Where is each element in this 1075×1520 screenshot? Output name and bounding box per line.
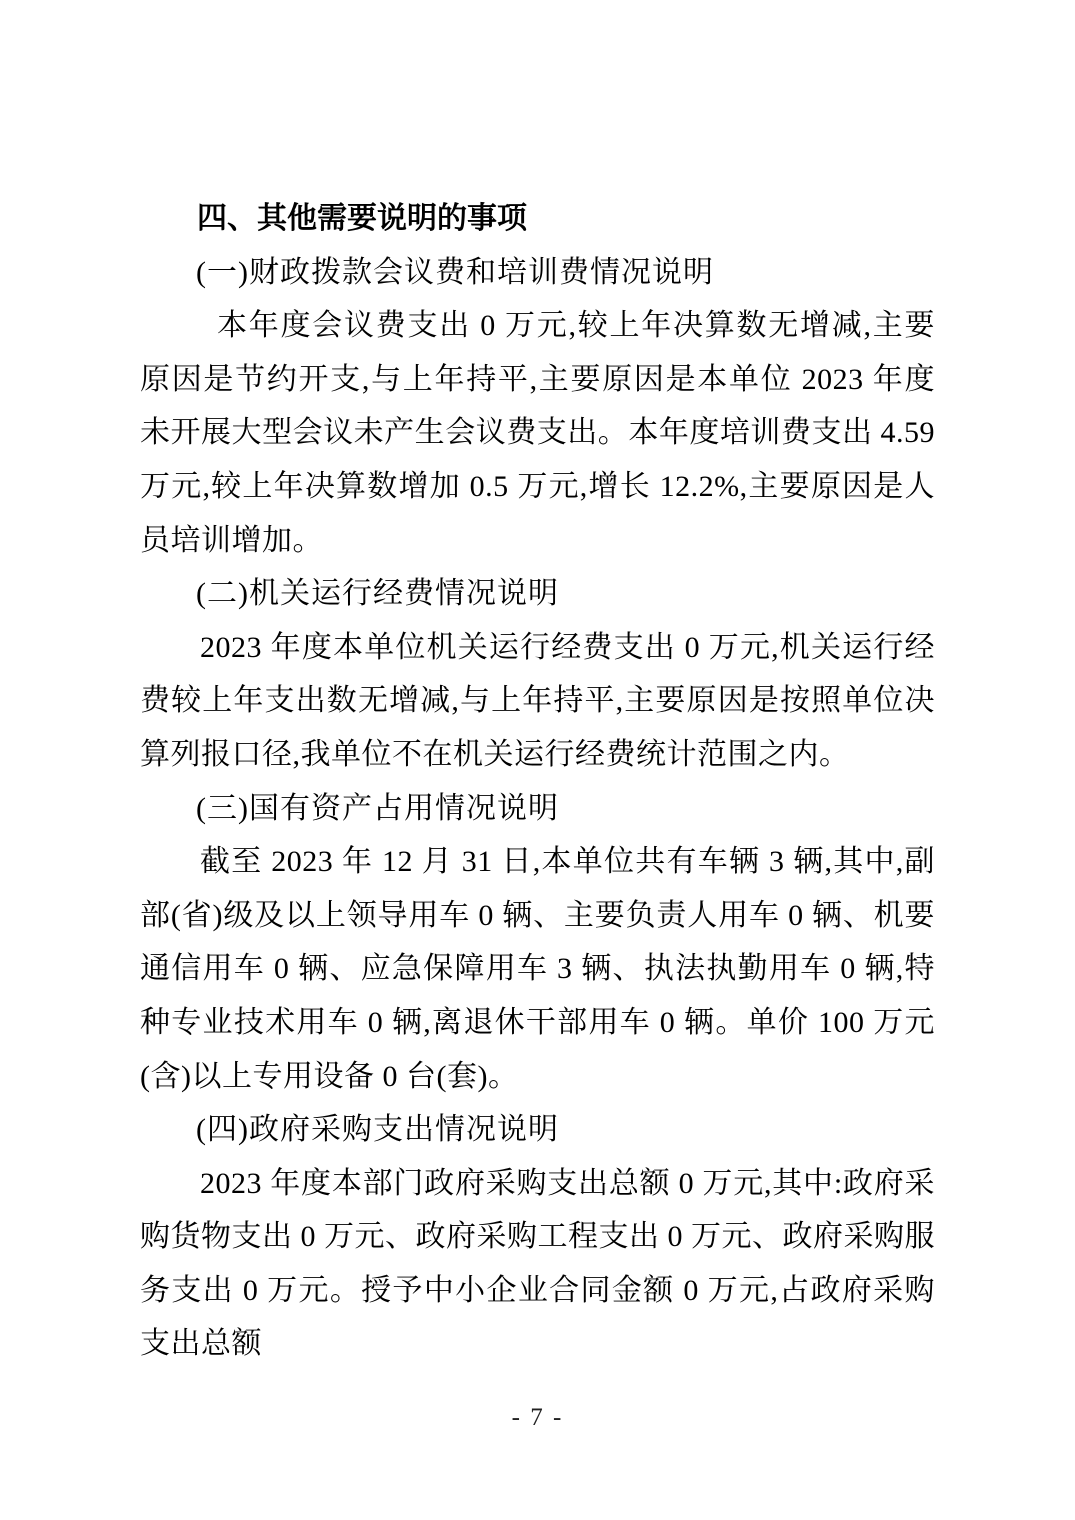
page-number: - 7 - xyxy=(511,1404,564,1431)
subsection-title-4: (四)政府采购支出情况说明 xyxy=(196,1113,559,1147)
paragraph-operating-expenses: 2023 年度本单位机关运行经费支出 0 万元,机关运行经费较上年支出数无增减,与上年持平,主要原因是按照单位决算列报口径,我单位不在机关运行经费统计范围之内。 xyxy=(140,630,935,771)
subsection-title-2: (二)机关运行经费情况说明 xyxy=(196,577,559,611)
subsection-title-3: (三)国有资产占用情况说明 xyxy=(196,791,559,825)
document-content xyxy=(140,192,935,1371)
paragraph-state-assets: 截至 2023 年 12 月 31 日,本单位共有车辆 3 辆,其中,副部(省)级及以上领导用车 0 辆、主要负责人用车 0 辆、机要通信用车 0 辆、应急保障用车 3 辆、执法执勤用车 0 辆,特种专业技术用车 0 辆,离退休干部用车 0 辆。单价 100 万元(含)以上专用设备 0 台(套)。 xyxy=(140,845,935,1093)
subsection-title-1: (一)财政拨款会议费和培训费情况说明 xyxy=(196,255,714,289)
paragraph-government-procurement: 2023 年度本部门政府采购支出总额 0 万元,其中:政府采购货物支出 0 万元、政府采购工程支出 0 万元、政府采购服务支出 0 万元。授予中小企业合同金额 0 万元,占政府采购支出总额 xyxy=(140,1166,935,1361)
main-heading: 四、其他需要说明的事项 xyxy=(197,202,527,235)
paragraph-meeting-training-fees: 本年度会议费支出 0 万元,较上年决算数无增减,主要原因是节约开支,与上年持平,主要原因是本单位 2023 年度未开展大型会议未产生会议费支出。本年度培训费支出 4.59 万元,较上年决算数增加 0.5 万元,增长 12.2%,主要原因是人员培训增加。 xyxy=(140,309,935,557)
